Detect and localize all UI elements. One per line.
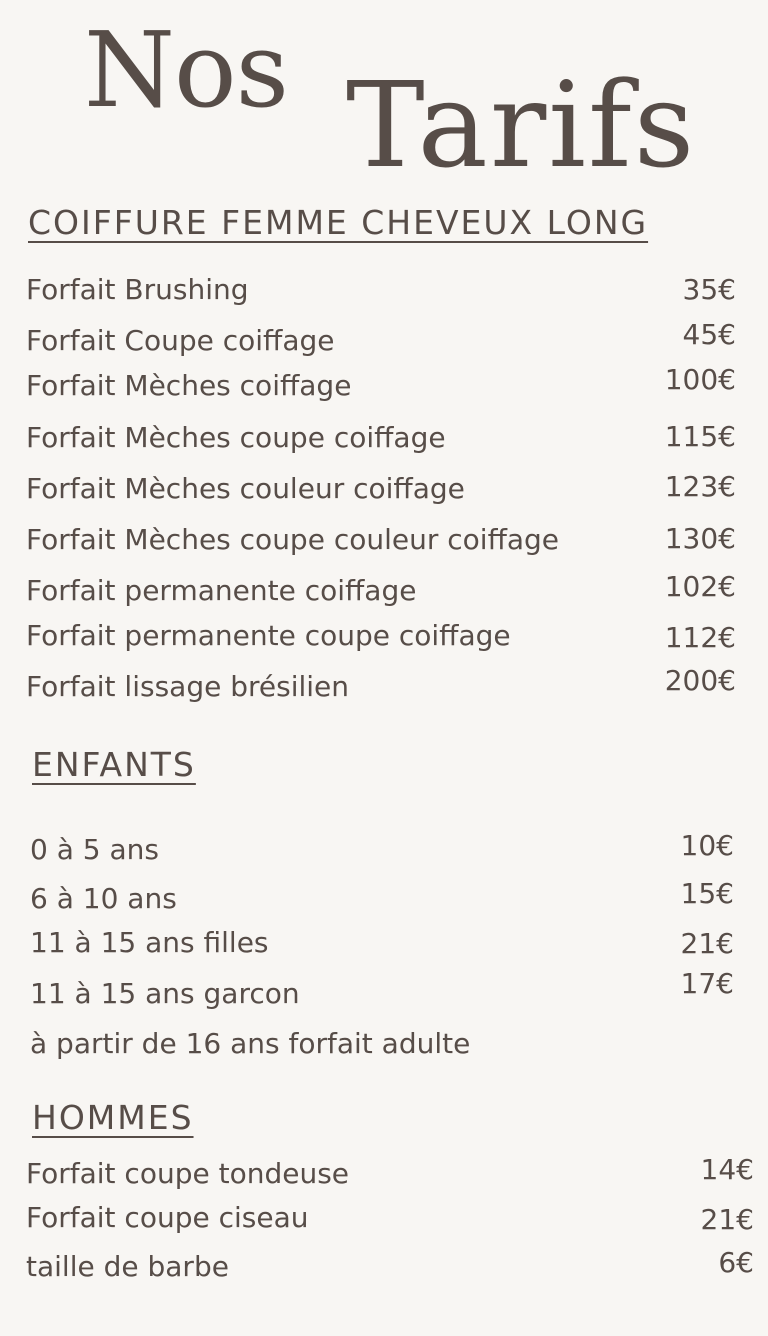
service-price: 123€ bbox=[664, 470, 736, 503]
price-row bbox=[0, 967, 768, 1014]
service-label: 6 à 10 ans bbox=[30, 882, 177, 915]
service-label: Forfait Brushing bbox=[26, 273, 249, 306]
service-label: Forfait Coupe coiffage bbox=[26, 324, 335, 357]
price-row bbox=[0, 830, 768, 870]
service-price: 14€ bbox=[700, 1153, 754, 1186]
service-price: 35€ bbox=[682, 273, 736, 306]
service-price: 200€ bbox=[664, 664, 736, 697]
service-price: 21€ bbox=[680, 927, 734, 960]
service-price: 10€ bbox=[680, 829, 734, 862]
price-row bbox=[0, 469, 768, 509]
service-label: 11 à 15 ans garcon bbox=[30, 977, 300, 1010]
service-label: Forfait Mèches couleur coiffage bbox=[26, 472, 465, 505]
service-price: 115€ bbox=[664, 420, 736, 453]
service-label: Forfait permanente coupe coiffage bbox=[26, 619, 511, 652]
service-price: 130€ bbox=[664, 522, 736, 555]
service-label: 0 à 5 ans bbox=[30, 833, 159, 866]
price-row bbox=[0, 1247, 768, 1287]
price-row bbox=[0, 520, 768, 560]
price-row bbox=[0, 616, 768, 656]
service-label: Forfait Mèches coiffage bbox=[26, 369, 352, 402]
service-label: taille de barbe bbox=[26, 1250, 229, 1283]
price-row bbox=[0, 879, 768, 919]
service-label: Forfait permanente coiffage bbox=[26, 574, 417, 607]
service-label: Forfait coupe tondeuse bbox=[26, 1157, 350, 1190]
service-price: 6€ bbox=[718, 1246, 754, 1279]
service-label: Forfait Mèches coupe coiffage bbox=[26, 421, 446, 454]
service-label: Forfait coupe ciseau bbox=[26, 1201, 309, 1234]
price-row bbox=[0, 318, 768, 361]
section-heading-coiffure-femme: COIFFURE FEMME CHEVEUX LONG bbox=[28, 203, 649, 242]
price-row bbox=[0, 1154, 768, 1194]
service-price: 100€ bbox=[664, 363, 736, 396]
title-word-tarifs: Tarifs bbox=[346, 56, 697, 194]
price-row bbox=[0, 418, 768, 458]
service-price: 112€ bbox=[664, 621, 736, 654]
price-row bbox=[0, 270, 768, 310]
service-price: 21€ bbox=[700, 1203, 754, 1236]
service-price: 15€ bbox=[680, 877, 734, 910]
section-heading-hommes: HOMMES bbox=[32, 1098, 194, 1137]
price-row bbox=[0, 1198, 768, 1238]
service-price: 45€ bbox=[682, 318, 736, 351]
price-row bbox=[0, 363, 768, 406]
service-label: à partir de 16 ans forfait adulte bbox=[30, 1027, 471, 1060]
service-label: 11 à 15 ans filles bbox=[30, 926, 269, 959]
service-label: Forfait Mèches coupe couleur coiffage bbox=[26, 523, 560, 556]
section-heading-enfants: ENFANTS bbox=[32, 745, 196, 784]
price-row bbox=[0, 923, 768, 963]
service-label: Forfait lissage brésilien bbox=[26, 670, 350, 703]
service-price: 17€ bbox=[680, 967, 734, 1000]
service-price: 102€ bbox=[664, 570, 736, 603]
price-row bbox=[0, 1024, 768, 1064]
price-row bbox=[0, 664, 768, 707]
title-word-nos: Nos bbox=[84, 9, 288, 131]
price-row bbox=[0, 571, 768, 611]
